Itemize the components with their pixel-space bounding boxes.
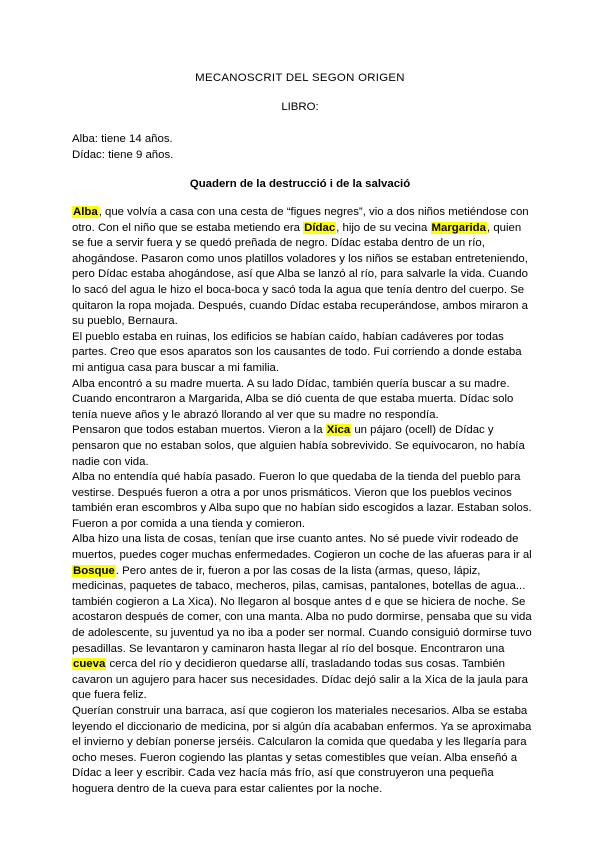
text-run: Alba encontró a su madre muerta. A su lado Dídac, también quería buscar a su madre. Cuando encontraron a Margarida, Alba se dió cuenta de que estaba muerta. Dídac solo tenía nueve años y le abrazó llorando al ver que su madre no respondía.	[72, 377, 514, 421]
text-run: Querían construir una barraca, así que cogieron los materiales necesarios. Alba se estaba leyendo el diccionario de medicina, por si algún día acababan enfermos. Ya se aproximaba el invierno y debían ponerse jerséis. Calcularon la comida que quedaba y les llegaría para ocho meses. Fueron cogiendo las plantas y setas comestibles que veían. Alba enseñó a Dídac a leer y escribir. Cada vez hacía más frío, así que construyeron una pequeña hoguera dentro de la cueva para estar calientes por la noche.	[72, 705, 532, 795]
paragraph	[72, 330, 534, 377]
paragraph	[72, 704, 534, 798]
text-run: Alba no entendía qué había pasado. Fueron lo que quedaba de la tienda del pueblo para vestirse. Después fueron a otra a por unos prismáticos. Vieron que los pueblos vecinos también eran escombros y Alba supo que no habían sido escogidos a lazar. Estaban solos. Fueron a por comida a una tienda y comieron.	[72, 471, 532, 530]
paragraph	[72, 532, 534, 704]
paragraph	[72, 205, 534, 330]
document-subtitle: LIBRO:	[281, 101, 319, 113]
text-run: . Pero antes de ir, fueron a por las cosas de la lista (armas, queso, lápiz, medicinas, paquetes de tabaco, mecheros, pilas, camisas, pantalones, botellas de agua... también cogieron a La Xica). No llegaron al bosque antes d e que se hiciera de noche. Se acostaron después de comer, con una manta. Alba no pudo dormirse, pensaba que su vida de adolescente, su juventud ya no iba a poder ser normal. Cuando consiguió dormirse tuvo pesadillas. Se levantaron y caminaron hasta llegar al río del bosque. Encontraron una	[72, 564, 532, 655]
text-run: Alba hizo una lista de cosas, tenían que irse cuanto antes. No sé puede vivir rodeado de muertos, puedes coger muchas enfermedades. Cogieron un coche de las afueras para ir al	[72, 533, 532, 562]
paragraph	[72, 470, 534, 532]
text-run: un pájaro (ocell) de Dídac y pensaron que no estaban solos, que alguien había sobrevivido. Se equivocaron, no había nadie con vida.	[72, 424, 525, 468]
highlighted-word: Margarida	[431, 221, 486, 234]
highlighted-word: Dídac	[304, 221, 336, 234]
text-run: cerca del río y decidieron quedarse allí, trasladando todas sus cosas. También cavaron un agujero para hacer sus necesidades. Dídac dejó salir a la Xica de la jaula para que fuera feliz.	[72, 658, 528, 702]
text-run: , hijo de su vecina	[336, 221, 431, 234]
paragraph	[72, 423, 534, 470]
text-run: Pensaron que todos estaban muertos. Vieron a la	[72, 424, 326, 437]
text-run: El pueblo estaba en ruinas, los edificios se habían caído, habían cadáveres por todas partes. Creo que esos aparatos son los causantes de todo. Fui corriendo a donde estaba mi antigua casa para buscar a mi familia.	[72, 330, 522, 374]
paragraph	[72, 377, 534, 424]
character-line-didac: Dídac: tiene 9 años.	[72, 149, 174, 161]
character-line-alba: Alba: tiene 14 años.	[72, 133, 173, 145]
text-run: , quien se fue a servir fuera y se quedó preñada de negro. Dídac estaba dentro de un río, ahogándose. Pasaron como unos platillos voladores y los niños se estaban entreteniendo, pero Dídac estaba ahogándose, así que Alba se lanzó al río, para salvarle la vida. Cuando lo sacó del agua le hizo el boca-boca y sacó toda la agua que tenía dentro del cuerpo. Se quitaron la ropa mojada. Después, cuando Dídac estaba recuperándose, ambos miraron a su pueblo, Bernaura.	[72, 221, 528, 328]
section-heading: Quadern de la destrucció i de la salvació	[189, 178, 411, 190]
document-title: MECANOSCRIT DEL SEGON ORIGEN	[195, 72, 405, 84]
highlighted-word: Alba	[73, 206, 98, 218]
body-text	[72, 205, 534, 798]
highlighted-word: Bosque	[73, 564, 115, 577]
highlighted-word: cueva	[73, 658, 106, 671]
highlighted-word: Xica	[326, 424, 351, 437]
text-run: , que volvía a casa con una cesta de “figues negres”, vio a dos niños metiéndose con otro. Con el niño que se estaba metiendo era	[72, 206, 529, 234]
